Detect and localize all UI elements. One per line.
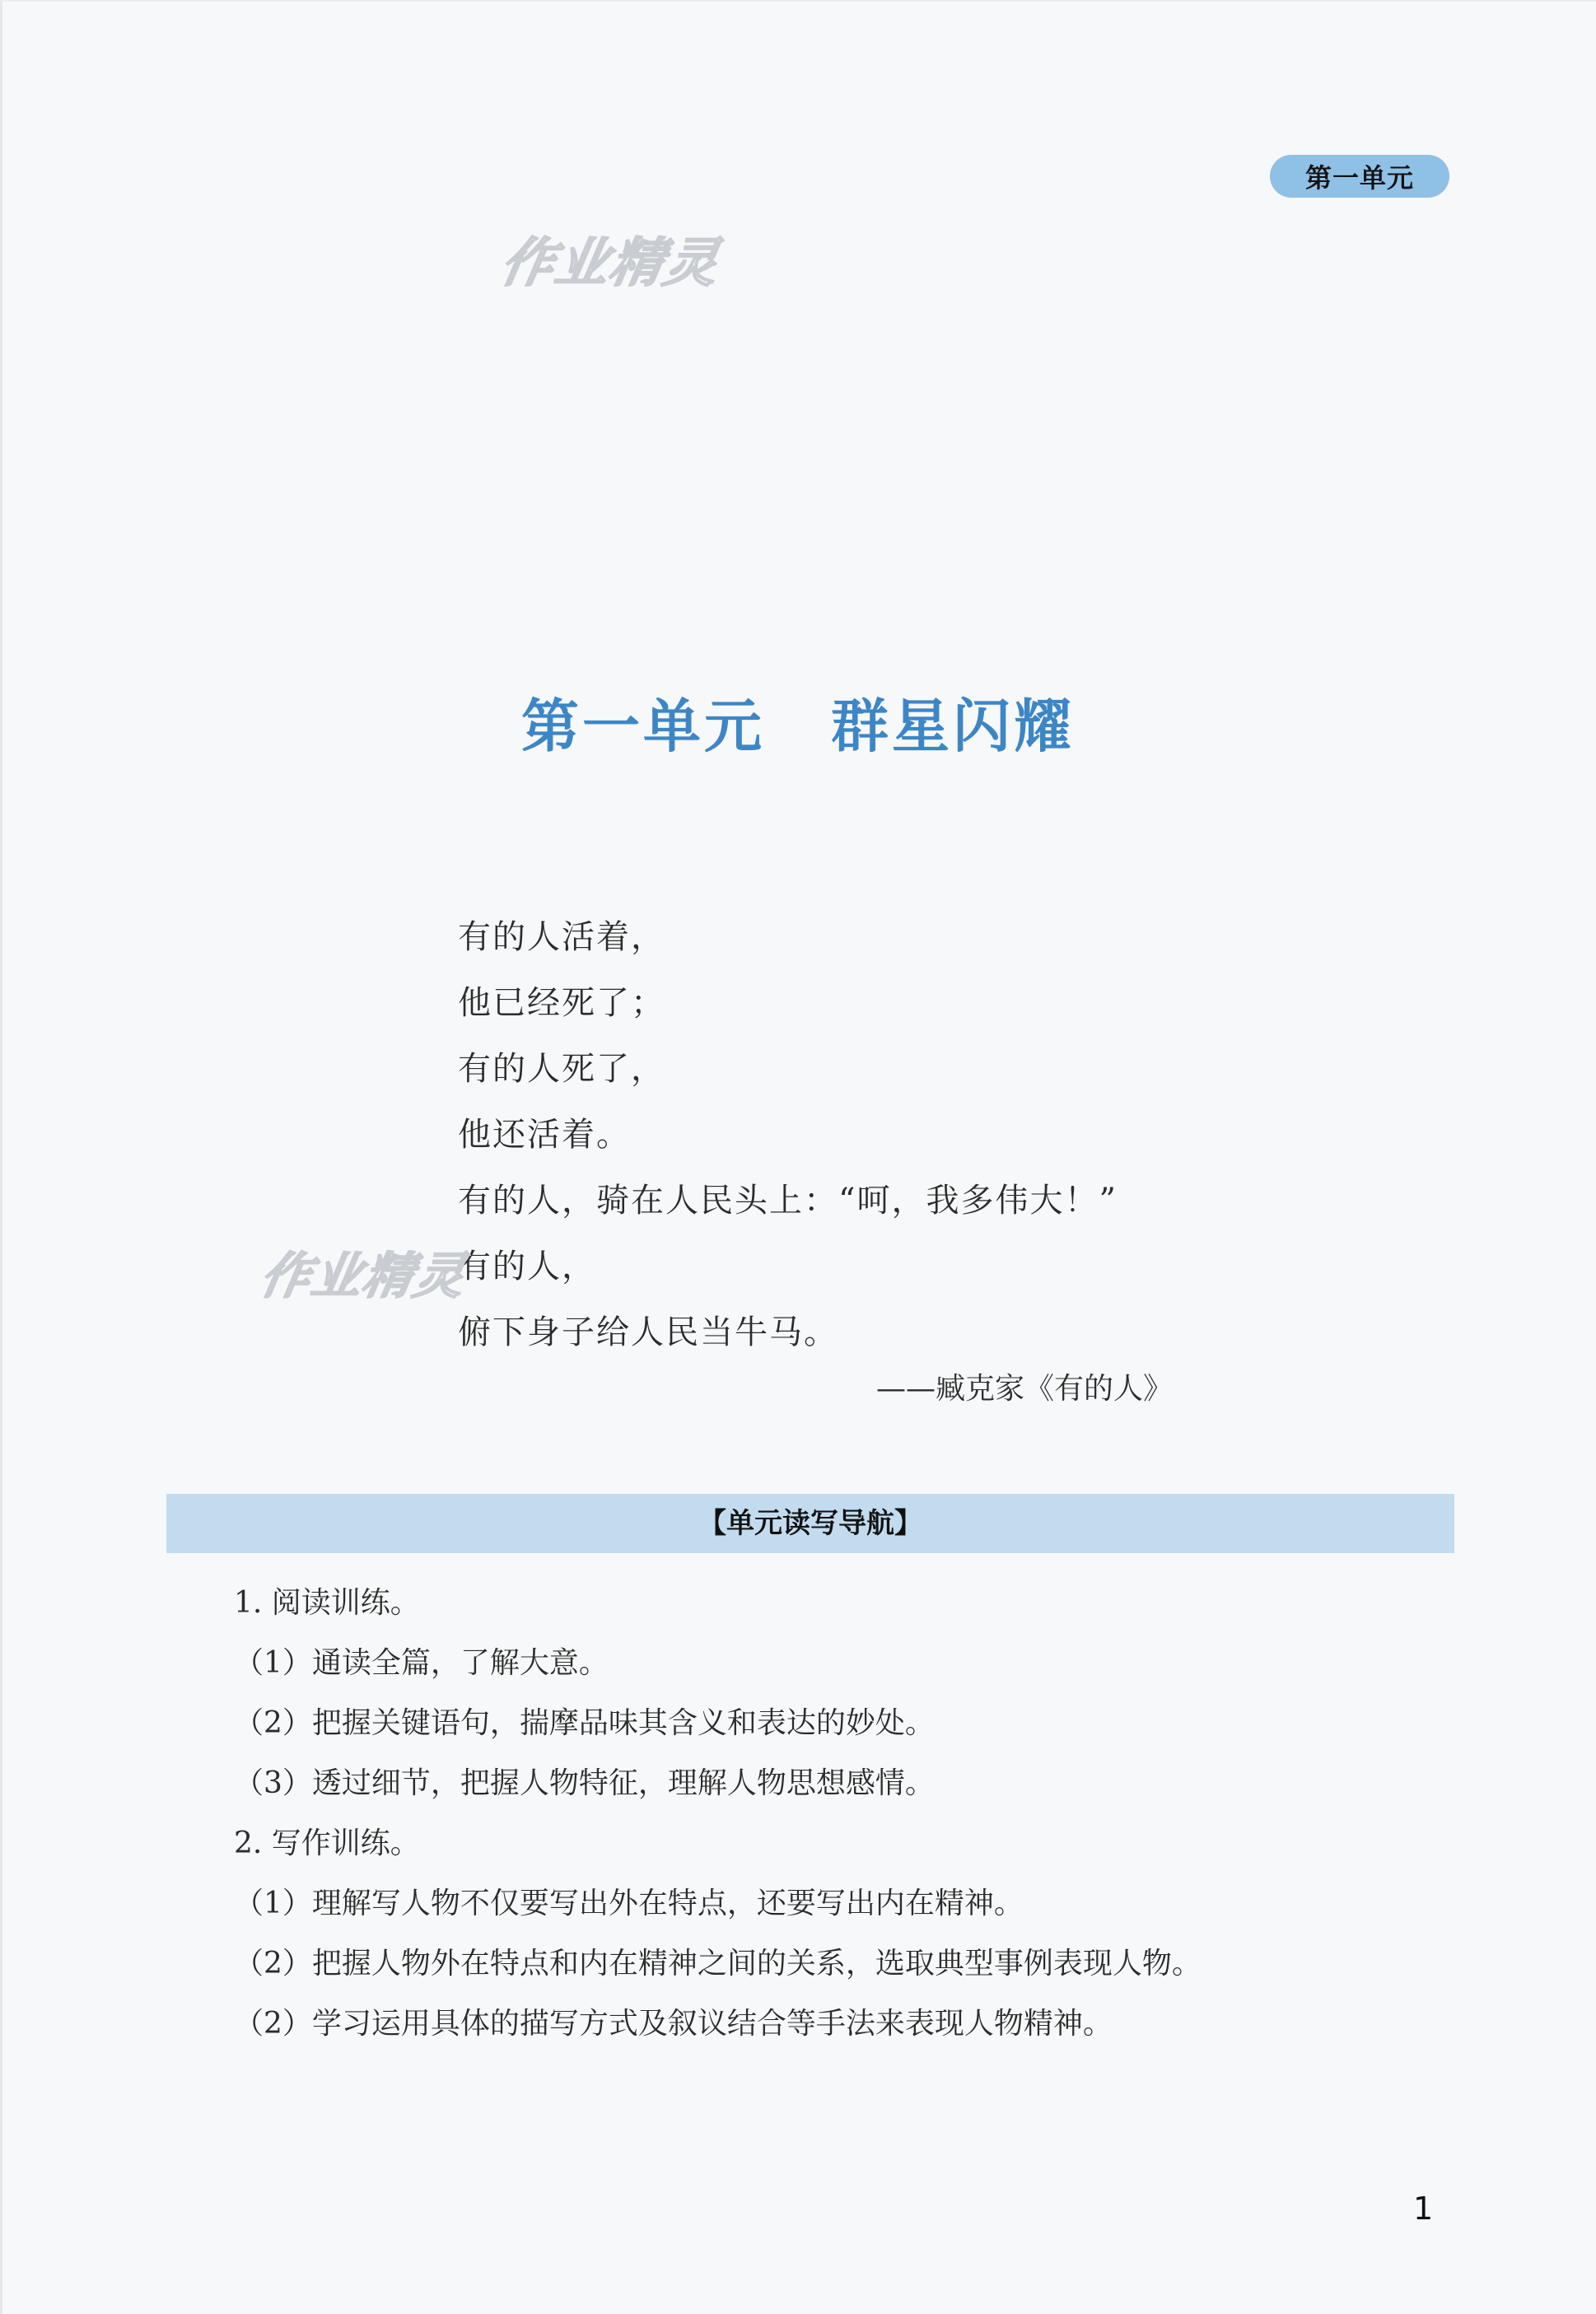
guide-header-bar	[166, 1494, 1454, 1553]
unit-title	[0, 680, 1596, 763]
poem-line: 有的人活着，	[458, 918, 665, 956]
guide-item: （2）把握关键语句，揣摩品味其含义和表达的妙处。	[234, 1706, 935, 1740]
poem-line: 有的人，骑在人民头上：“呵，我多伟大！”	[458, 1182, 1118, 1220]
poem	[458, 904, 1118, 1365]
poem-line: 他还活着。	[458, 1116, 631, 1154]
poem-source: ——臧克家《有的人》	[876, 1372, 1174, 1406]
guide-item: （1）理解写人物不仅要写出外在特点，还要写出内在精神。	[234, 1887, 1024, 1920]
guide-item: （1）通读全篇，了解大意。	[234, 1646, 609, 1680]
page-number: 1	[1413, 2190, 1434, 2227]
unit-theme: 群星闪耀	[831, 693, 1075, 760]
guide-item: （3）透过细节，把握人物特征，理解人物思想感情。	[234, 1766, 935, 1800]
watermark-middle: 作业精灵	[255, 1248, 471, 1305]
poem-line: 有的人，	[458, 1248, 596, 1285]
guide-item: 2. 写作训练。	[234, 1826, 420, 1860]
watermark-top: 作业精灵	[496, 233, 725, 294]
guide-title: 【单元读写导航】	[698, 1507, 922, 1540]
guide-item: （2）学习运用具体的描写方式及叙议结合等手法来表现人物精神。	[234, 2007, 1113, 2041]
guide-item: （2）把握人物外在特点和内在精神之间的关系，选取典型事例表现人物。	[234, 1947, 1202, 1980]
poem-line: 俯下身子给人民当牛马。	[458, 1313, 838, 1351]
poem-line: 有的人死了，	[458, 1050, 665, 1088]
poem-line: 他已经死了；	[458, 984, 665, 1022]
guide-item: 1. 阅读训练。	[234, 1586, 420, 1620]
guide-list	[234, 1573, 1202, 2054]
unit-tab: 第一单元	[1270, 155, 1449, 198]
unit-number: 第一单元	[521, 693, 765, 760]
